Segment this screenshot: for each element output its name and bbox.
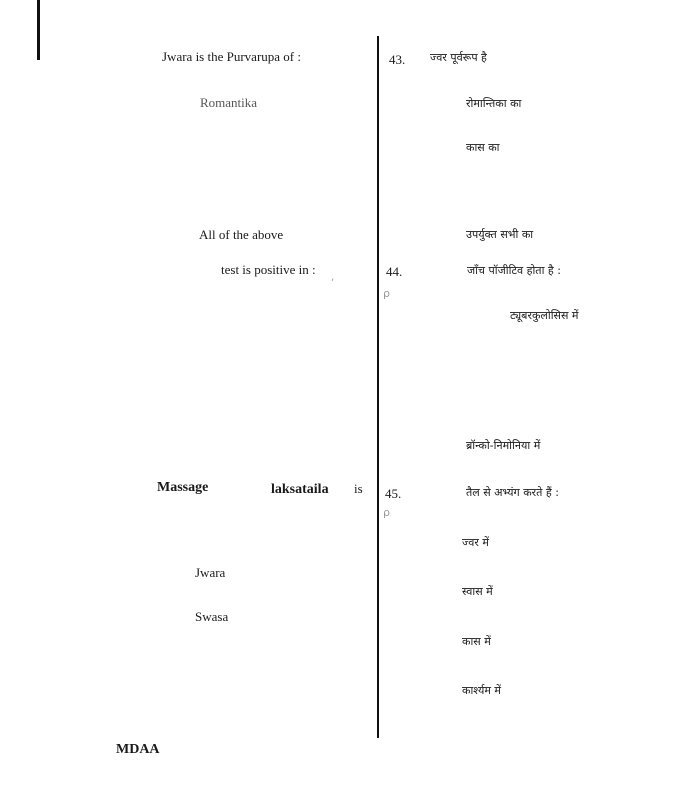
- q43-hindi-option-1: रोमान्तिका का: [466, 97, 522, 110]
- q45-english-option-2: Swasa: [195, 609, 229, 624]
- q43-number: 43.: [389, 52, 406, 67]
- q45-hindi-option-1: ज्वर में: [462, 536, 489, 549]
- q45-english-stem-word-3: is: [354, 481, 363, 496]
- q45-number: 45.: [385, 486, 402, 501]
- left-margin-bar: [37, 0, 40, 60]
- q45-english-option-1: Jwara: [195, 565, 226, 580]
- footer-code: MDAA: [116, 742, 160, 757]
- scan-mark: ρ: [383, 287, 390, 300]
- q44-number: 44.: [386, 264, 403, 279]
- q45-hindi-option-4: कार्श्यम में: [462, 684, 502, 697]
- q44-english-stem: test is positive in :: [221, 262, 316, 277]
- q44-hindi-option-3: ब्रॉन्को-निमोनिया में: [466, 439, 541, 452]
- q45-hindi-option-2: स्वास में: [462, 585, 493, 598]
- q45-hindi-option-3: कास में: [462, 635, 491, 648]
- q45-english-stem-word-2: laksataila: [271, 482, 329, 497]
- q43-english-stem: Jwara is the Purvarupa of :: [162, 49, 301, 64]
- q43-english-option-1: Romantika: [200, 95, 258, 110]
- scan-mark: ,: [331, 272, 335, 283]
- q43-hindi-stem: ज्वर पूर्वरूप है: [430, 51, 487, 64]
- scan-mark: ρ: [383, 506, 390, 519]
- q44-hindi-option-1: ट्यूबरकुलोसिस में: [510, 309, 579, 322]
- q45-hindi-stem: तैल से अभ्यंग करते हैं :: [466, 486, 559, 499]
- q44-hindi-stem: जाँच पॉजीटिव होता है :: [467, 264, 561, 277]
- q43-hindi-option-2: कास का: [466, 141, 500, 154]
- q45-english-stem-word-1: Massage: [157, 480, 209, 495]
- column-divider: [377, 36, 379, 738]
- q43-english-option-4: All of the above: [199, 227, 284, 242]
- q43-hindi-option-4: उपर्युक्त सभी का: [466, 228, 534, 241]
